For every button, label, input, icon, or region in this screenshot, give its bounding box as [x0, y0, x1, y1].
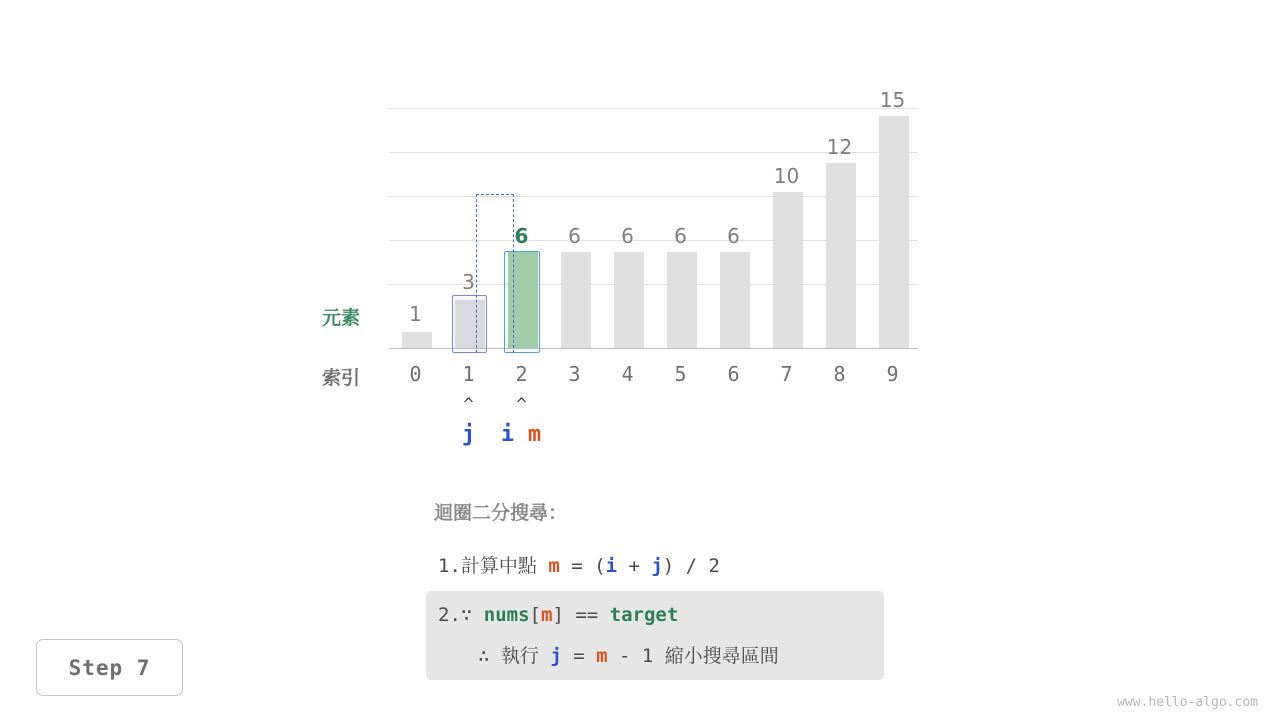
step2-token-j: j — [550, 645, 562, 667]
step1-part-4: + — [617, 555, 652, 577]
step2-token-target: target — [609, 604, 679, 626]
step2-l1-part-2: [ — [529, 604, 541, 626]
row-label-index: 索引 — [322, 367, 361, 389]
step2-token-m2: m — [596, 645, 608, 667]
index-cell-2: 2 — [515, 362, 528, 386]
step2-num: 2. — [438, 604, 461, 626]
caret-j: ^ — [463, 395, 474, 415]
bar-6 — [720, 252, 750, 348]
bar-3 — [561, 252, 591, 348]
bar-value-8: 12 — [826, 135, 853, 159]
bar-slot-5 — [654, 108, 707, 348]
bar-value-6: 6 — [727, 224, 740, 248]
index-cell-6: 6 — [727, 362, 740, 386]
bar-7 — [773, 192, 803, 348]
index-cell-0: 0 — [409, 362, 422, 386]
bar-value-4: 6 — [621, 224, 634, 248]
bar-9 — [879, 116, 909, 348]
caption-text: 迴圈二分搜尋： — [434, 502, 568, 524]
bar-5 — [667, 252, 697, 348]
bar-slot-8 — [813, 108, 866, 348]
bar-value-0: 1 — [409, 302, 422, 326]
index-cell-1: 1 — [462, 362, 475, 386]
bar-slot-9 — [866, 88, 919, 348]
step1-token-i: i — [605, 555, 618, 577]
step2-token-nums: nums — [483, 604, 530, 626]
pointer-label-i: i — [500, 422, 515, 447]
bar-slot-7 — [760, 108, 813, 348]
bar-slot-3 — [548, 108, 601, 348]
step1-part-0: 計算中點 — [460, 555, 549, 577]
step2-l2-part-2: = — [561, 645, 597, 667]
bar-value-9: 15 — [879, 88, 906, 112]
step-2-line-1 — [438, 604, 678, 626]
pointer-label-m: m — [527, 422, 542, 447]
step-badge: Step 7 — [36, 639, 183, 696]
bar-8 — [826, 163, 856, 348]
bar-slot-4 — [601, 108, 654, 348]
step1-part-2: = ( — [559, 555, 606, 577]
pointer-label-j: j — [461, 422, 476, 447]
bar-value-3: 6 — [568, 224, 581, 248]
bar-value-2: 6 — [514, 224, 529, 248]
caret-m: ^ — [516, 395, 527, 415]
index-row — [389, 362, 918, 390]
index-cell-5: 5 — [674, 362, 687, 386]
bar-slot-0 — [389, 108, 442, 348]
index-cell-8: 8 — [833, 362, 846, 386]
step-1-line — [438, 551, 720, 578]
bar-value-5: 6 — [674, 224, 687, 248]
index-cell-9: 9 — [886, 362, 899, 386]
step-2-line-2 — [478, 641, 779, 668]
row-label-element: 元素 — [322, 307, 361, 329]
step2-l1-part-0: ∵ — [460, 604, 484, 626]
step1-token-m: m — [548, 555, 560, 577]
index-cell-7: 7 — [780, 362, 793, 386]
index-cell-3: 3 — [568, 362, 581, 386]
step1-token-j: j — [651, 555, 663, 577]
step2-l2-part-4: - 1 縮小搜尋區間 — [607, 645, 779, 667]
step1-num: 1. — [438, 555, 461, 577]
search-range-bracket — [476, 194, 514, 353]
bar-value-1: 3 — [462, 270, 475, 294]
step2-token-m: m — [541, 604, 553, 626]
bar-slot-6 — [707, 108, 760, 348]
step1-part-6: ) / 2 — [662, 555, 720, 577]
bar-value-7: 10 — [773, 164, 800, 188]
step2-l2-part-0: ∴ 執行 — [478, 645, 551, 667]
bar-0 — [402, 332, 432, 348]
watermark: www.hello-algo.com — [1117, 695, 1258, 710]
bar-4 — [614, 252, 644, 348]
step2-l1-part-4: ] == — [552, 604, 610, 626]
index-cell-4: 4 — [621, 362, 634, 386]
